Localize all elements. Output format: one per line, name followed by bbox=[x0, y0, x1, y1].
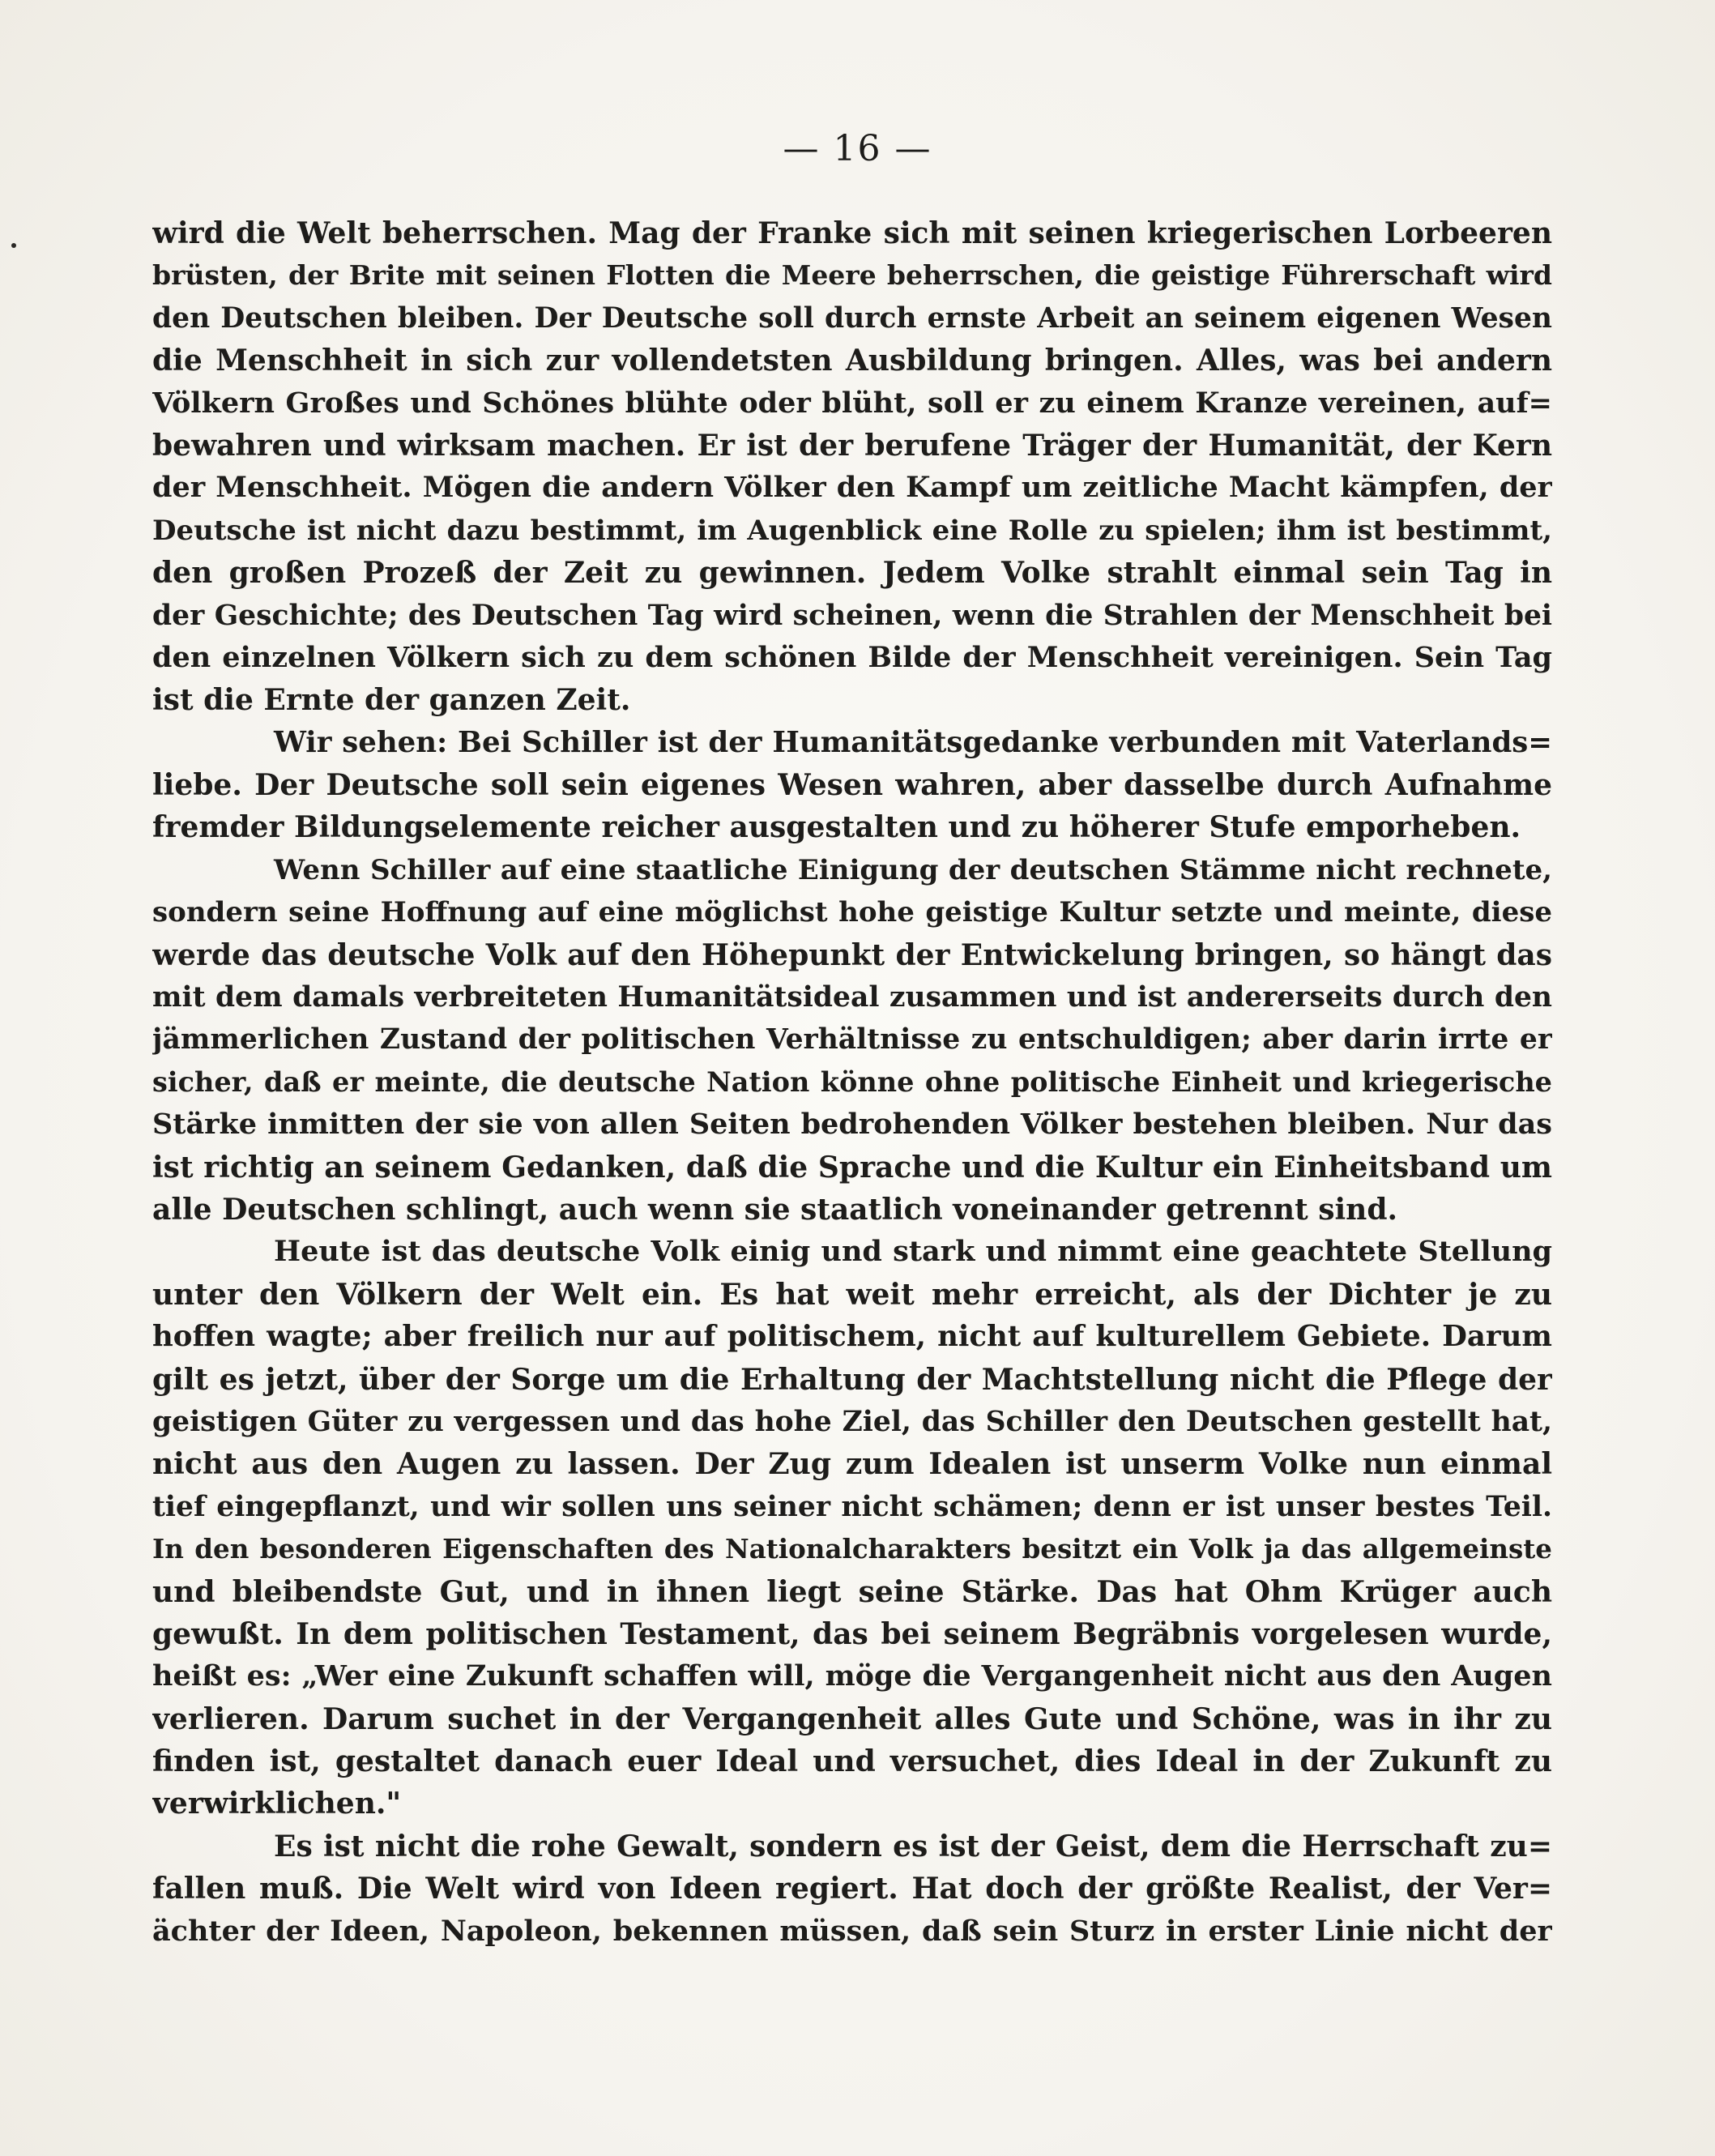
text-line: Wir sehen: Bei Schiller ist der Humanitätsgedanke verbunden mit Vaterlands= bbox=[274, 725, 1552, 759]
text-line: Heute ist das deutsche Volk einig und stark und nimmt eine geachtete Stellung bbox=[274, 1235, 1552, 1269]
text-line: sicher, daß er meinte, die deutsche Nation könne ohne politische Einheit und kriegerische bbox=[152, 1065, 1552, 1098]
text-line: ächter der Ideen, Napoleon, bekennen müssen, daß sein Sturz in erster Linie nicht der bbox=[152, 1914, 1552, 1948]
text-line: Es ist nicht die rohe Gewalt, sondern es ist der Geist, dem die Herrschaft zu= bbox=[274, 1829, 1552, 1864]
text-line: sondern seine Hoffnung auf eine möglichst hohe geistige Kultur setzte und meinte, diese bbox=[152, 896, 1552, 929]
text-line: gewußt. In dem politischen Testament, das bei seinem Begräbnis vorgelesen wurde, bbox=[152, 1616, 1552, 1651]
text-line: hoffen wagte; aber freilich nur auf politischem, nicht auf kulturellem Gebiete. Darum bbox=[152, 1320, 1552, 1354]
text-line: Wenn Schiller auf eine staatliche Einigung der deutschen Stämme nicht rechnete, bbox=[274, 853, 1552, 886]
text-line: die Menschheit in sich zur vollendetsten Ausbildung bringen. Alles, was bei andern bbox=[152, 344, 1552, 378]
ink-speck bbox=[11, 243, 16, 248]
text-line: finden ist, gestaltet danach euer Ideal und versuchet, dies Ideal in der Zukunft zu bbox=[152, 1744, 1552, 1779]
text-line: ist die Ernte der ganzen Zeit. bbox=[152, 683, 631, 718]
text-line: liebe. Der Deutsche soll sein eigenes Wesen wahren, aber dasselbe durch Aufnahme bbox=[152, 768, 1552, 803]
text-line: verwirklichen." bbox=[152, 1787, 402, 1821]
paragraph bbox=[152, 722, 1552, 849]
text-line: der Geschichte; des Deutschen Tag wird scheinen, wenn die Strahlen der Menschheit bei bbox=[152, 599, 1552, 632]
text-line: nicht aus den Augen zu lassen. Der Zug zum Idealen ist unserm Volke nun einmal bbox=[152, 1447, 1552, 1482]
text-line: brüsten, der Brite mit seinen Flotten die Meere beherrschen, die geistige Führerschaft wird bbox=[152, 259, 1552, 292]
text-line: bewahren und wirksam machen. Er ist der berufene Träger der Humanität, der Kern bbox=[152, 428, 1552, 463]
text-line: wird die Welt beherrschen. Mag der Franke sich mit seinen kriegerischen Lorbeeren bbox=[152, 216, 1552, 250]
text-line: werde das deutsche Volk auf den Höhepunkt der Entwickelung bringen, so hängt das bbox=[152, 937, 1552, 972]
page-body bbox=[152, 212, 1552, 1953]
text-line: Völkern Großes und Schönes blühte oder blüht, soll er zu einem Kranze vereinen, auf= bbox=[152, 386, 1552, 420]
text-line: den einzelnen Völkern sich zu dem schönen Bilde der Menschheit vereinigen. Sein Tag bbox=[152, 640, 1552, 674]
text-line: fallen muß. Die Welt wird von Ideen regiert. Hat doch der größte Realist, der Ver= bbox=[152, 1872, 1552, 1906]
text-line: heißt es: „Wer eine Zukunft schaffen will, möge die Vergangenheit nicht aus den Augen bbox=[152, 1659, 1552, 1693]
paragraph bbox=[152, 1825, 1552, 1953]
text-line: geistigen Güter zu vergessen und das hohe Ziel, das Schiller den Deutschen gestellt hat, bbox=[152, 1405, 1552, 1438]
text-line: den Deutschen bleiben. Der Deutsche soll durch ernste Arbeit an seinem eigenen Wesen bbox=[152, 301, 1552, 335]
page-number: — 16 — bbox=[783, 128, 932, 169]
text-line: Stärke inmitten der sie von allen Seiten bedrohenden Völker bestehen bleiben. Nur das bbox=[152, 1108, 1552, 1142]
paragraph bbox=[152, 212, 1552, 722]
text-line: fremder Bildungselemente reicher ausgestalten und zu höherer Stufe emporheben. bbox=[152, 810, 1521, 845]
text-line: den großen Prozeß der Zeit zu gewinnen. Jedem Volke strahlt einmal sein Tag in bbox=[152, 556, 1552, 591]
text-line: jämmerlichen Zustand der politischen Verhältnisse zu entschuldigen; aber darin irrte er bbox=[152, 1023, 1552, 1057]
paragraph bbox=[152, 849, 1552, 1232]
text-line: gilt es jetzt, über der Sorge um die Erhaltung der Machtstellung nicht die Pflege der bbox=[152, 1362, 1552, 1397]
text-line: verlieren. Darum suchet in der Vergangenheit alles Gute und Schöne, was in ihr zu bbox=[152, 1701, 1552, 1736]
text-line: alle Deutschen schlingt, auch wenn sie staatlich voneinander getrennt sind. bbox=[152, 1192, 1398, 1227]
text-line: Deutsche ist nicht dazu bestimmt, im Augenblick eine Rolle zu spielen; ihm ist bestimmt, bbox=[152, 514, 1552, 547]
text-line: der Menschheit. Mögen die andern Völker den Kampf um zeitliche Macht kämpfen, der bbox=[152, 471, 1552, 505]
text-line: ist richtig an seinem Gedanken, daß die Sprache und die Kultur ein Einheitsband um bbox=[152, 1150, 1552, 1185]
text-line: unter den Völkern der Welt ein. Es hat weit mehr erreicht, als der Dichter je zu bbox=[152, 1277, 1552, 1312]
text-line: und bleibendste Gut, und in ihnen liegt seine Stärke. Das hat Ohm Krüger auch bbox=[152, 1574, 1552, 1609]
text-line: In den besonderen Eigenschaften des Nationalcharakters besitzt ein Volk ja das allgemeinste bbox=[152, 1533, 1552, 1565]
text-line: mit dem damals verbreiteten Humanitätsideal zusammen und ist andererseits durch den bbox=[152, 981, 1552, 1014]
text-line: tief eingepflanzt, und wir sollen uns seiner nicht schämen; denn er ist unser bestes Teil. bbox=[152, 1490, 1552, 1523]
paragraph bbox=[152, 1231, 1552, 1825]
